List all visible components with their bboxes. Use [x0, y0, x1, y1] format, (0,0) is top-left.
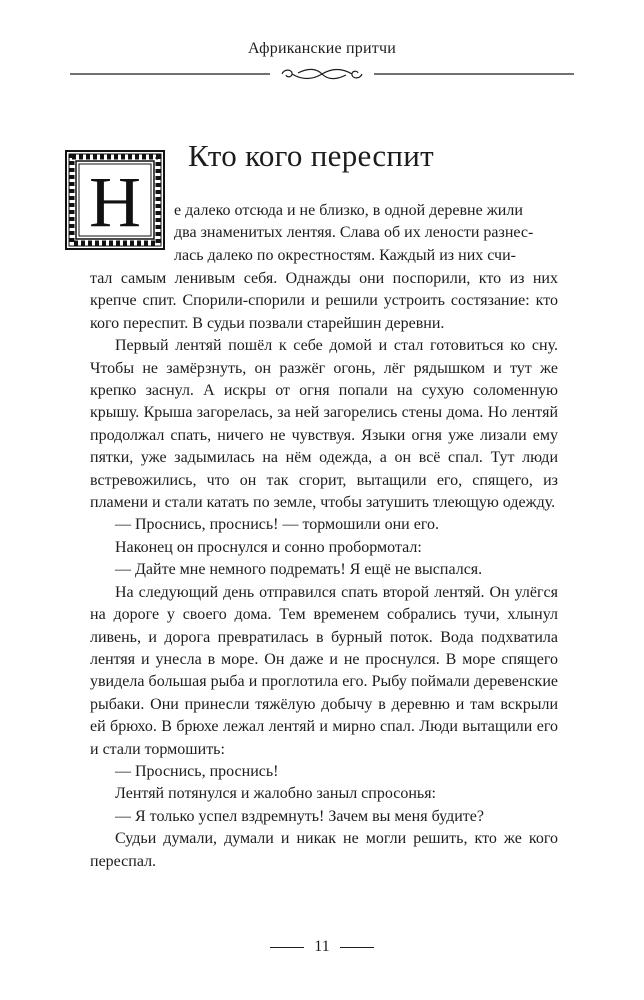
intro-lines	[174, 200, 558, 267]
running-header: Африканские притчи	[248, 40, 396, 57]
intro-continuation: тал самым ленивым себя. Однажды они поспорили, кто из них крепче спит. Спорили-спорили и решили устроить состязание: кто кого переспит. В судьи позвали старейшин деревни.	[90, 270, 558, 332]
intro-line: е далеко отсюда и не близко, в одной деревне жили	[174, 202, 523, 219]
footer-dash-left	[270, 947, 304, 948]
page-number: 11	[314, 938, 330, 955]
footer-dash-right	[340, 947, 374, 948]
drop-cap-letter: Н	[89, 162, 141, 242]
paragraph: Наконец он проснулся и сонно пробормотал:	[115, 538, 422, 556]
drop-cap	[65, 150, 165, 250]
paragraph: — Проснись, проснись! — тормошили они его.	[115, 516, 439, 534]
paragraph: Лентяй потянулся и жалобно заныл спросонья:	[115, 785, 436, 803]
intro-line: лась далеко по окрестностям. Каждый из них счи-	[174, 246, 516, 264]
paragraph: Судьи думали, думали и никак не могли решить, кто же кого переспал.	[90, 830, 558, 870]
flourish-icon	[282, 69, 362, 78]
intro-line: два знаменитых лентяя. Слава об их лености разнес-	[174, 224, 534, 242]
story-title: Кто кого переспит	[188, 138, 435, 173]
header-ornament-divider	[70, 66, 574, 82]
paragraph: — Дайте мне немного подремать! Я ещё не выспался.	[115, 561, 483, 579]
page-footer	[0, 938, 644, 956]
paragraph: На следующий день отправился спать второй лентяй. Он улёгся на дороге у своего дома. Тем временем собрались тучи, хлынул ливень, и дорога превратилась в бурный поток. Вода подхватила лентяя и унесла в море. Он даже и не проснулся. В море спящего увидела большая рыба и проглотила его. Рыбу поймали деревенские рыбаки. Они принесли тяжёлую добычу в деревню и там вскрыли ей брюхо. В брюхе лежал лентяй и мирно спал. Люди вытащили его и стали тормошить:	[90, 583, 558, 758]
paragraph: — Проснись, проснись!	[115, 762, 279, 780]
story-body	[90, 268, 558, 873]
paragraph: Первый лентяй пошёл к себе домой и стал готовиться ко сну. Чтобы не замёрзнуть, он разжёг огонь, лёг рядышком и тут же крепко заснул. А искры от огня попали на сухую соломенную крышу. Крыша загорелась, за ней загорелись стены дома. Но лентяй продолжал спать, ничего не чувствуя. Языки огня уже лизали ему пятки, уже задымилась на нём одежда, а он всё спал. Тут люди встревожились, что он так сгорит, вытащили его, спящего, из пламени и стали катать по земле, чтобы затушить тлеющую одежду.	[90, 337, 558, 512]
paragraph: — Я только успел вздремнуть! Зачем вы меня будите?	[115, 807, 484, 825]
